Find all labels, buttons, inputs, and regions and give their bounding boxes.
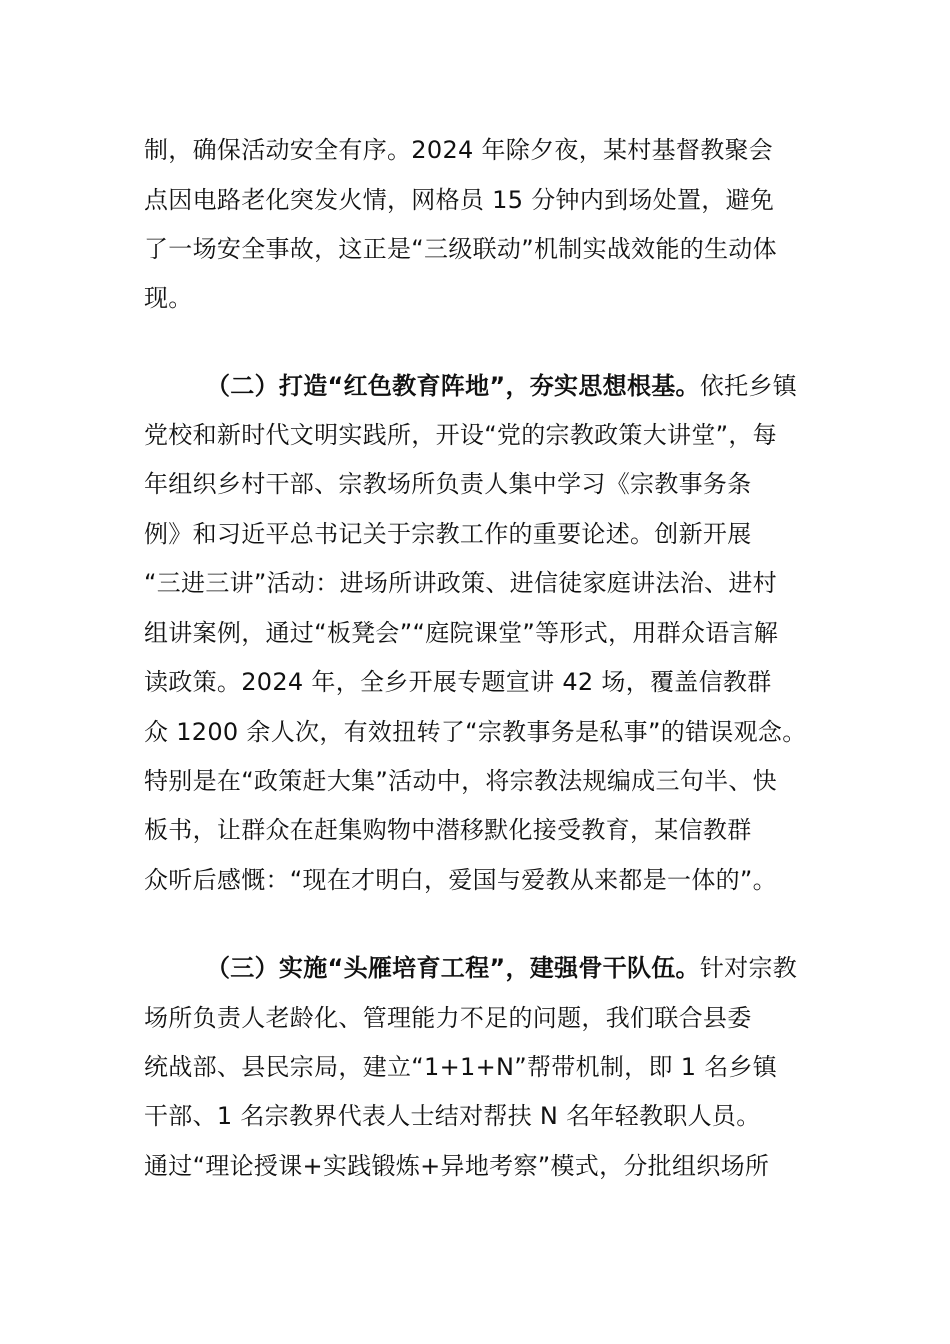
paragraph-3-heading: （三）实施“头雁培育工程”，建强骨干队伍。 [206,954,700,982]
paragraph-2-line-4: 例》和习近平总书记关于宗教工作的重要论述。创新开展 [144,520,752,548]
paragraph-2-first-line [206,370,886,402]
paragraph-1-line-2: 点因电路老化突发火情，网格员 15 分钟内到场处置，避免 [144,186,775,214]
paragraph-3-line-2: 场所负责人老龄化、管理能力不足的问题，我们联合县委 [144,1004,752,1032]
paragraph-1-line-4: 现。 [144,284,193,312]
paragraph-3-line-4: 干部、1 名宗教界代表人士结对帮扶 N 名年轻教职人员。 [144,1102,761,1130]
paragraph-3-line-5: 通过“理论授课+实践锻炼+异地考察”模式，分批组织场所 [144,1152,770,1180]
paragraph-1-line-1: 制，确保活动安全有序。2024 年除夕夜，某村基督教聚会 [144,136,774,164]
paragraph-2-line-6: 组讲案例，通过“板凳会”“庭院课堂”等形式，用群众语言解 [144,619,779,647]
paragraph-2-line-8: 众 1200 余人次，有效扭转了“宗教事务是私事”的错误观念。 [144,718,807,746]
paragraph-2-line-5: “三进三讲”活动：进场所讲政策、进信徒家庭讲法治、进村 [144,569,777,597]
paragraph-2-line-2: 党校和新时代文明实践所，开设“党的宗教政策大讲堂”，每 [144,421,777,449]
paragraph-2-line-3: 年组织乡村干部、宗教场所负责人集中学习《宗教事务条 [144,470,752,498]
paragraph-2-heading: （二）打造“红色教育阵地”，夯实思想根基。 [206,372,700,400]
paragraph-2-line-11: 众听后感慨：“现在才明白，爱国与爱教从来都是一体的”。 [144,866,777,894]
paragraph-2-line-7: 读政策。2024 年，全乡开展专题宣讲 42 场，覆盖信教群 [144,668,772,696]
paragraph-3-first-line-rest: 针对宗教 [699,954,798,982]
paragraph-2-line-9: 特别是在“政策赶大集”活动中，将宗教法规编成三句半、快 [144,767,777,795]
paragraph-2-first-line-rest: 依托乡镇 [699,372,798,400]
paragraph-2-line-10: 板书，让群众在赶集购物中潜移默化接受教育，某信教群 [144,816,752,844]
paragraph-3-line-3: 统战部、县民宗局，建立“1+1+N”帮带机制，即 1 名乡镇 [144,1053,778,1081]
paragraph-1-line-3: 了一场安全事故，这正是“三级联动”机制实战效能的生动体 [144,235,777,263]
paragraph-3-first-line [206,952,886,984]
